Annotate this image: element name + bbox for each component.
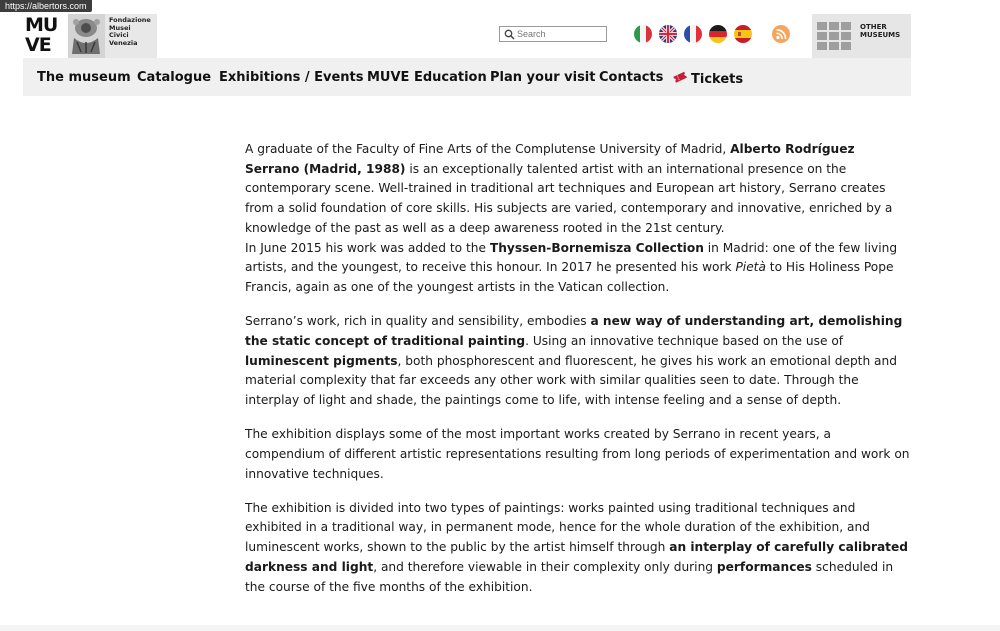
text-run: , both phosphorescent and fluorescent, he gives his work an emotional depth and material complexity that far exceeds any other work with similar qualities seen to date. Through the interplay of light and shade, the paintings come to life, with intense feeling and a sense of depth. — [245, 353, 897, 407]
text-run: Serrano’s work, rich in quality and sensibility, embodies — [245, 314, 591, 329]
nav-item-muve-education[interactable]: MUVE Education — [367, 70, 487, 85]
main-nav — [23, 58, 911, 96]
nav-item-tickets[interactable]: Tickets — [691, 72, 744, 87]
text-run: , and therefore viewable in their complexity only during — [373, 559, 717, 574]
ticket-icon — [673, 71, 687, 83]
other-museums-button[interactable] — [812, 14, 911, 58]
other-museums-line: MUSEUMS — [860, 31, 901, 39]
lion-seal-icon — [68, 14, 105, 58]
text-run: . Using an innovative technique based on the use of — [525, 333, 844, 348]
english-flag-icon[interactable] — [659, 25, 677, 43]
org-name-line: Fondazione — [109, 16, 151, 24]
muve-logo[interactable] — [23, 14, 67, 58]
rss-icon[interactable] — [772, 25, 790, 43]
emphasis: performances — [716, 559, 812, 574]
org-name-line: Civici — [109, 31, 129, 39]
logo-letters-bottom: VE — [25, 34, 51, 56]
nav-item-catalogue[interactable]: Catalogue — [137, 70, 212, 85]
emphasis: a new way of understanding art, demolishing the static concept of traditional painting — [245, 314, 903, 348]
article-paragraph — [245, 312, 913, 411]
emphasis: luminescent pigments — [245, 353, 398, 368]
text-run: scheduled in the course of the five months of the exhibition. — [245, 559, 894, 594]
text-run: is an exceptionally talented artist with an international presence on the contemporary scene. Well-trained in traditional art techniques and European art history, Serrano creates from a solid foundation of core skills. His subjects are varied, contemporary and innovative, enriched by a knowledge of the past as well as a deep awareness rooted in the 21st century. — [245, 161, 893, 235]
header-top-bar — [23, 14, 911, 58]
logo-letters-top: MU — [25, 14, 58, 36]
search-input[interactable] — [517, 28, 603, 40]
nav-item-plan-your-visit[interactable]: Plan your visit — [490, 70, 596, 85]
spanish-flag-icon[interactable] — [734, 25, 752, 43]
search-box[interactable] — [499, 26, 607, 42]
german-flag-icon[interactable] — [709, 25, 727, 43]
french-flag-icon[interactable] — [684, 25, 702, 43]
article-paragraph — [245, 140, 913, 298]
artist-name: Alberto Rodríguez Serrano (Madrid, 1988) — [245, 142, 855, 176]
link-url-tooltip: https://albertors.com — [0, 0, 92, 12]
org-name-line: Musei — [109, 23, 131, 32]
collection-name: Thyssen-Bornemisza Collection — [489, 240, 704, 255]
text-run: A graduate of the Faculty of Fine Arts of the Complutense University of Madrid, — [245, 142, 731, 156]
article-body — [245, 140, 913, 612]
bottom-edge — [0, 625, 1000, 631]
org-name — [109, 17, 151, 47]
article-paragraph — [245, 499, 913, 598]
article-paragraph: The exhibition displays some of the most important works created by Serrano in recent years, a compendium of different artistic representations resulting from long periods of experimentation and work on innovative techniques. — [245, 427, 910, 481]
text-run: in Madrid: one of the few living artists, and the youngest, to receive this honour. In 2017 he presented his work — [245, 240, 898, 275]
org-name-line: Venezia — [109, 38, 138, 47]
other-museums-label — [860, 23, 900, 39]
text-run: to His Holiness Pope Francis, again as one of the youngest artists in the Vatican collection. — [245, 260, 894, 294]
artwork-title: Pietà — [735, 260, 766, 275]
other-museums-line: OTHER — [860, 23, 887, 31]
nav-item-contacts[interactable]: Contacts — [599, 70, 664, 85]
italian-flag-icon[interactable] — [634, 25, 652, 43]
text-run: In June 2015 his work was added to the — [245, 240, 490, 255]
search-icon — [504, 29, 515, 40]
site-header — [23, 14, 911, 96]
nav-item-the-museum[interactable]: The museum — [37, 70, 131, 85]
nav-item-exhibitions-events[interactable]: Exhibitions / Events — [219, 70, 364, 85]
text-run: The exhibition is divided into two types of paintings: works painted using traditional techniques and exhibited in a traditional way, in permanent mode, hence for the whole duration of the exhibition, and luminescent works, shown to the public by the artist himself through — [245, 500, 870, 555]
museums-grid-icon — [817, 22, 853, 50]
emphasis: an interplay of carefully calibrated darkness and light — [245, 540, 908, 574]
